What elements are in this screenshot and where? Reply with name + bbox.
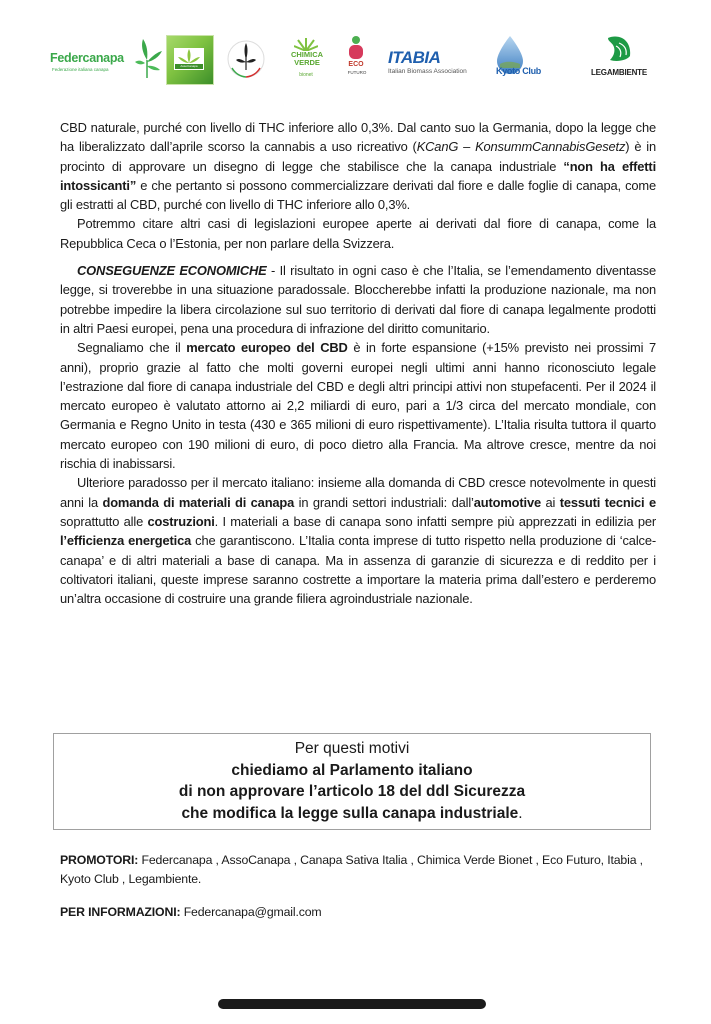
assocanapa-logo [166, 34, 212, 84]
paragraph-text: . I materiali a base di canapa sono infatti sempre più apprezzati in edilizia per [214, 513, 656, 529]
paragraph-text: - Il risultato in ogni caso è che l’Italia, se l’emendamento diventasse legge, si troverebbe in una situazione paradossale. Bloccherebbe infatti la produzione nazionale, ma non potrebbe impedire la libera circolazione sul suo territorio di derivati dal fiore di canapa legalmente prodotti in altri Paesi europei, pena una procedura di infrazione del diritto comunitario. [60, 263, 656, 336]
paragraph-text: è in forte espansione (+15% previsto nei prossimi 7 anni), proprio grazie al fatto che molti governi europei negli ultimi anni hanno riconosciuto legale l’estrazione dal fiore di canapa industriale del CBD e degli altri principi attivi non stupefacenti. Per il 2024 il mercato europeo è valutato attorno ai 2,2 miliardi di euro, pari a 1/3 circa del mercato mondiale, con Germania e Regno Unito in testa (430 e 365 milioni di euro rispettivamente). L’Italia risulta tuttora il quarto mercato europeo con 190 milioni di euro, di poco dietro alla Francia. Ma altrove cresce, mentre da noi rischia di inabissarsi. [60, 340, 657, 472]
appeal-intro: Per questi motivi [294, 740, 410, 757]
cannabis-leaf-icon [132, 38, 162, 80]
chimica-verde-logo [284, 34, 328, 84]
federcanapa-logo [50, 34, 160, 84]
highlight-bold: domanda di materiali di canapa [102, 494, 295, 510]
chimica-verde-logo-text: CHIMICA VERDE [290, 50, 324, 67]
assocanapa-logo-text: AssoCanapa [175, 64, 203, 69]
legambiente-logo-text: LEGAMBIENTE [590, 68, 648, 77]
appeal-line: di non approvare l’articolo 18 del ddl Sicurezza [178, 783, 526, 800]
paragraph-text: Segnaliamo che il [77, 340, 187, 356]
itabia-logo-text: ITABIA [388, 48, 441, 67]
chimica-verde-logo-subtext: bionet [299, 72, 313, 78]
swan-icon [604, 36, 632, 62]
law-name-italic: KCanG – KonsummCannabisGesetz [416, 139, 626, 155]
paragraph-germany [60, 118, 656, 214]
kyoto-club-logo [494, 34, 546, 84]
partner-logos [48, 34, 658, 84]
contact-label: PER INFORMAZIONI: [60, 905, 181, 919]
canapa-sativa-italia-logo [224, 34, 268, 84]
promoters-list: Federcanapa , AssoCanapa , Canapa Sativa Italia , Chimica Verde Bionet , Eco Futuro, Itabia , Kyoto Club , Legambiente. [60, 853, 643, 887]
highlight-bold: automotive [473, 494, 542, 510]
promoters-label: PROMOTORI: [60, 853, 139, 867]
promoters [60, 851, 660, 890]
eco-futuro-logo [344, 34, 370, 84]
contact-info [60, 903, 660, 922]
highlight-bold: tessuti tecnici e [559, 494, 656, 510]
paragraph-cbd-market [60, 338, 656, 473]
home-indicator[interactable] [218, 999, 486, 1009]
paragraph-other-countries: Potremmo citare altri casi di legislazioni europee aperte ai derivati dal fiore di canapa, come la Repubblica Ceca o l’Estonia, per non parlare della Svizzera. [60, 216, 656, 251]
paragraph-text: in grandi settori industriali: dall’ [294, 494, 474, 510]
highlight-bold: mercato europeo del CBD [186, 340, 348, 356]
quote-bold: “non ha effetti intossicanti” [60, 158, 656, 193]
cannabis-leaf-icon [178, 49, 200, 63]
eco-futuro-logo-text: ECO [348, 61, 364, 68]
appeal-line-text: che modifica la legge sulla canapa industriale [181, 804, 519, 822]
paragraph-text: soprattutto alle [60, 513, 148, 529]
paragraph-text: Ulteriore paradosso per il mercato italiano: insieme alla domanda di CBD cresce notevolmente in questi anni la [60, 475, 656, 510]
itabia-logo-subtext: Italian Biomass Association [388, 68, 467, 75]
document-body [60, 118, 656, 608]
contact-email-link[interactable]: Federcanapa@gmail.com [180, 905, 322, 919]
paragraph-economic-consequences [60, 261, 656, 338]
legambiente-logo [586, 34, 652, 84]
appeal-line: chiediamo al Parlamento italiano [231, 761, 473, 779]
paragraph-text: e che pertanto si possono commercializzare derivati dal fiore e dalle foglie di canapa, come gli estratti al CBD, purché con livello di THC inferiore allo 0,3%. [60, 177, 656, 213]
highlight-bold: l’efficienza energetica [60, 533, 192, 549]
highlight-bold: costruzioni [147, 513, 215, 529]
eco-futuro-logo-subtext: FUTURO [347, 70, 367, 75]
kyoto-club-logo-text: Kyoto Club [496, 66, 541, 76]
paragraph-text: ai [541, 494, 560, 510]
paragraph-text: che garantiscono. L’Italia conta imprese di tutto rispetto nella produzione di ‘calce-canapa’ e di altri materiali a base di canapa. Ma in assenza di garanzie di sicurezza e di reddito per i coltivatori italiani, queste imprese saranno costrette a importare la materia prima dall’estero e perderemo un’altra occasione di costruire una grande filiera agroindustriale nazionale. [60, 533, 656, 607]
appeal-line-period: . [518, 804, 523, 822]
appeal-box [53, 733, 651, 830]
federcanapa-logo-text: Federcanapa [50, 51, 124, 65]
paragraph-text: CBD naturale, purché con livello di THC inferiore allo 0,3%. Dal canto suo la Germania, dopo la legge che ha liberalizzato dall’aprile scorso la cannabis a uso ricreativo ( [60, 120, 656, 155]
cannabis-circle-icon [224, 34, 268, 84]
section-heading: CONSEGUENZE ECONOMICHE [77, 263, 267, 279]
federcanapa-logo-subtext: Federazione italiana canapa [52, 67, 109, 72]
paragraph-materials-market [60, 473, 656, 608]
appeal-line [54, 803, 650, 825]
sunburst-icon [294, 37, 318, 51]
paragraph-text: ) è in procinto di approvare un disegno di legge che stabilisce che la canapa industriale [60, 139, 656, 174]
itabia-logo [386, 34, 486, 84]
